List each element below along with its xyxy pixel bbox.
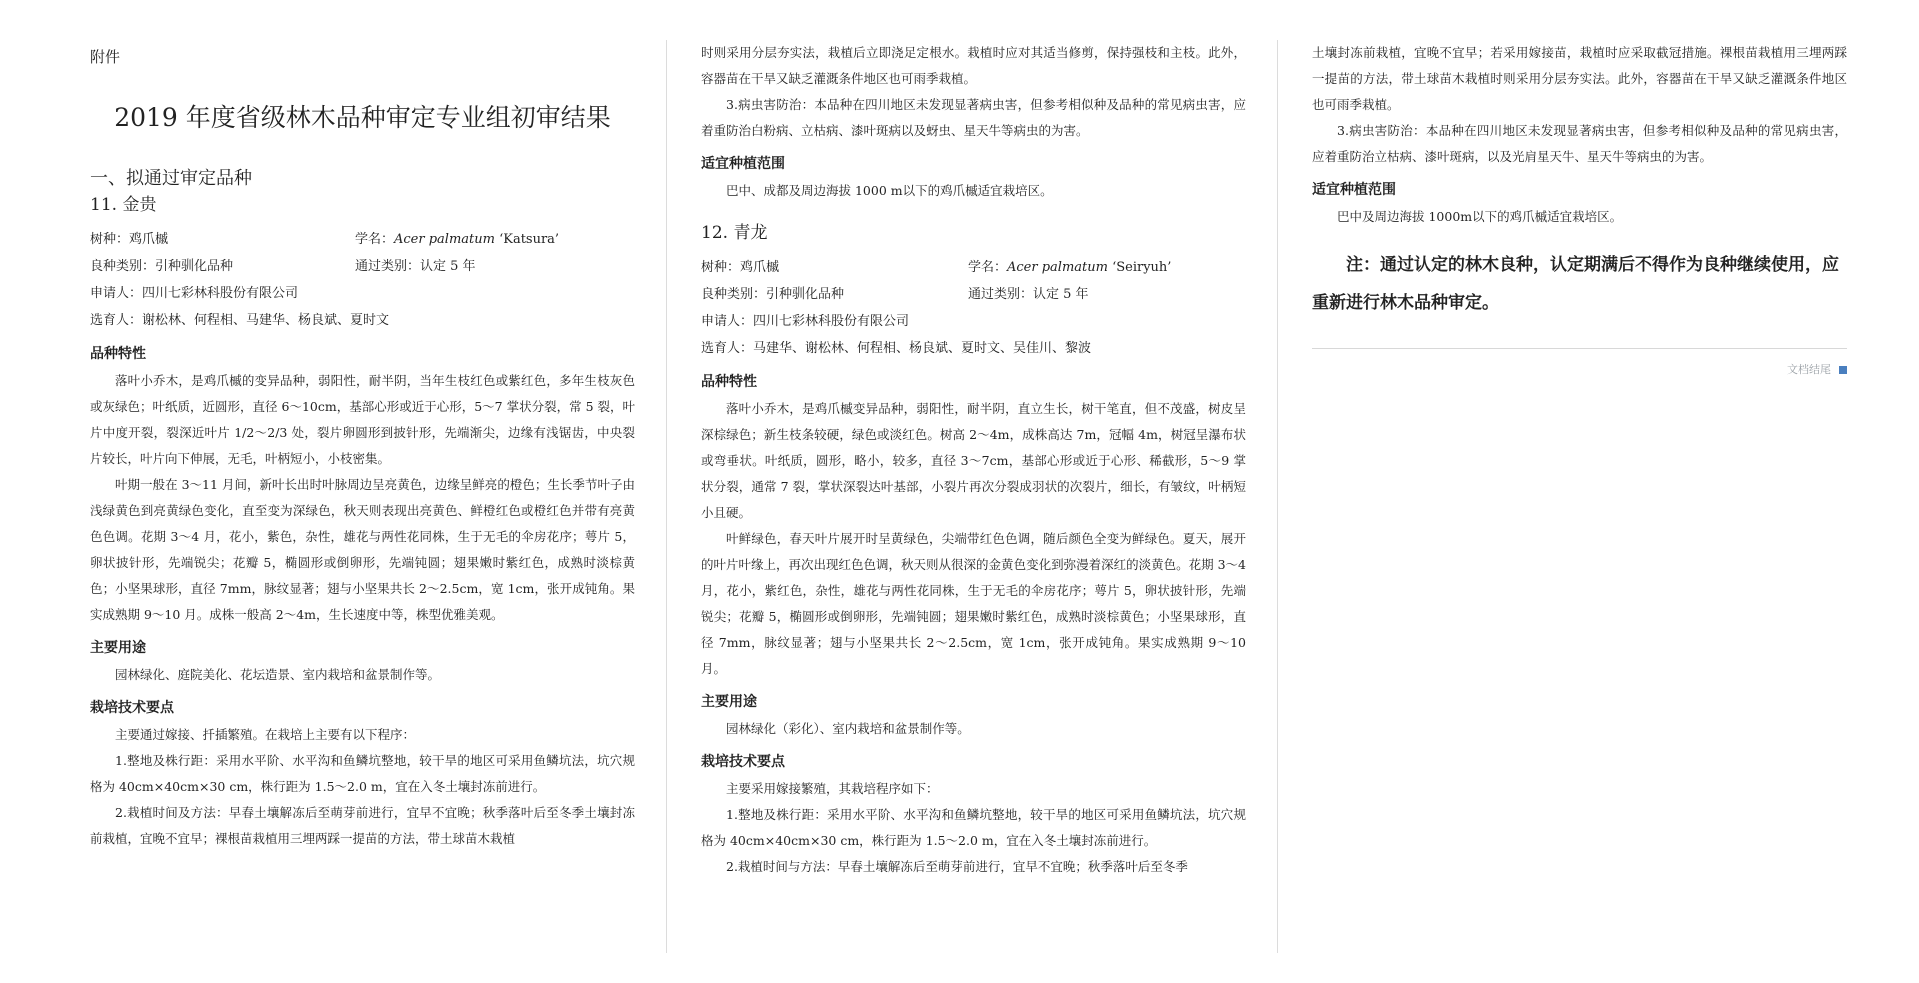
range-heading: 适宜种植范围 — [701, 156, 785, 172]
traits-heading: 品种特性 — [90, 346, 146, 362]
scientific-name-field — [968, 254, 1171, 281]
meta-row-species — [90, 226, 635, 253]
cultivation-paragraph-continued: 土壤封冻前栽植，宜晚不宜早；若采用嫁接苗，栽植时应采取截冠措施。裸根苗栽植用三埋两踩一提苗的方法，带土球苗木栽植时则采用分层夯实法。此外，容器苗在干旱又缺乏灌溉条件地区也可雨季栽植。 — [1312, 45, 1847, 112]
use-heading: 主要用途 — [701, 694, 757, 710]
category-field: 良种类别：引种驯化品种 — [701, 287, 845, 302]
column-2 — [666, 40, 1276, 953]
pass-type-field: 通过类别：认定 5 年 — [968, 287, 1089, 302]
breeders-field: 选育人：马建华、谢松林、何程相、杨良斌、夏时文、吴佳川、黎波 — [701, 341, 1092, 356]
applicant-field: 申请人：四川七彩林科股份有限公司 — [90, 286, 299, 301]
variety-title-12: 12. 青龙 — [701, 223, 768, 243]
use-paragraph: 园林绿化、庭院美化、花坛造景、室内栽培和盆景制作等。 — [115, 667, 441, 682]
sci-label: 学名： — [355, 232, 395, 247]
cultivation-paragraph: 3.病虫害防治：本品种在四川地区未发现显著病虫害，但参考相似种及品种的常见病虫害，应着重防治立枯病、漆叶斑病，以及光肩星天牛、星天牛等病虫的为害。 — [1312, 123, 1847, 164]
cultivation-heading: 栽培技术要点 — [90, 700, 174, 716]
range-paragraph: 巴中、成都及周边海拔 1000 m以下的鸡爪槭适宜栽培区。 — [726, 183, 1053, 198]
cultivation-paragraph-continued: 时则采用分层夯实法，栽植后立即浇足定根水。栽植时应对其适当修剪，保持强枝和主枝。此外，容器苗在干旱又缺乏灌溉条件地区也可雨季栽植。 — [701, 45, 1246, 86]
sci-genus: Acer palmatum — [394, 232, 495, 247]
cultivation-paragraph: 主要通过嫁接、扦插繁殖。在栽培上主要有以下程序： — [115, 727, 416, 742]
meta-row-species — [701, 254, 1246, 281]
traits-heading: 品种特性 — [701, 374, 757, 390]
traits-paragraph: 落叶小乔木，是鸡爪槭的变异品种，弱阳性，耐半阴，当年生枝红色或紫红色，多年生枝灰色或灰绿色；叶纸质，近圆形，直径 6～10cm，基部心形或近于心形，5～7 掌状分裂，常 5 裂，叶片中度开裂，裂深近叶片 1/2～2/3 处，裂片卵圆形到披针形，先端渐尖，边缘有浅锯齿，中央裂片较长，叶片向下伸展，无毛，叶柄短小，小枝密集。 — [90, 373, 635, 466]
species-field: 树种：鸡爪槭 — [701, 260, 780, 275]
variety-title-11: 11. 金贵 — [90, 195, 157, 215]
breeders-field: 选育人：谢松林、何程相、马建华、杨良斌、夏时文 — [90, 313, 390, 328]
traits-paragraph: 落叶小乔木，是鸡爪槭变异品种，弱阳性，耐半阴，直立生长，树干笔直，但不茂盛，树皮呈深棕绿色；新生枝条较硬，绿色或淡红色。树高 2～4m，成株高达 7m，冠幅 4m，树冠呈瀑布状或弯垂状。叶纸质，圆形，略小，较多，直径 3～7cm，基部心形或近于心形、稀截形，5～9 掌状分裂，通常 7 裂，掌状深裂达叶基部，小裂片再次分裂成羽状的次裂片，细长，有皱纹，叶柄短小且硬。 — [701, 401, 1246, 520]
cultivation-heading: 栽培技术要点 — [701, 754, 785, 770]
species-field: 树种：鸡爪槭 — [90, 232, 169, 247]
use-paragraph: 园林绿化（彩化）、室内栽培和盆景制作等。 — [726, 721, 970, 736]
square-icon — [1839, 366, 1847, 374]
sci-genus: Acer palmatum — [1007, 260, 1108, 275]
certification-note: 注：通过认定的林木良种，认定期满后不得作为良种继续使用，应重新进行林木品种审定。 — [1312, 255, 1839, 313]
applicant-field: 申请人：四川七彩林科股份有限公司 — [701, 314, 910, 329]
sci-label: 学名： — [968, 260, 1008, 275]
meta-row-category — [90, 253, 635, 280]
section-heading: 一、拟通过审定品种 — [90, 168, 252, 189]
category-field: 良种类别：引种驯化品种 — [90, 259, 234, 274]
document-end-label: 文档结尾 — [1787, 363, 1831, 376]
cultivation-paragraph: 3.病虫害防治：本品种在四川地区未发现显著病虫害，但参考相似种及品种的常见病虫害，应着重防治白粉病、立枯病、漆叶斑病以及蚜虫、星天牛等病虫的为害。 — [701, 97, 1246, 138]
cultivation-paragraph: 2.栽植时间与方法：早春土壤解冻后至萌芽前进行，宜早不宜晚；秋季落叶后至冬季 — [726, 859, 1188, 874]
cultivation-paragraph: 主要采用嫁接繁殖，其栽培程序如下： — [726, 781, 939, 796]
cultivation-paragraph: 2.栽植时间及方法：早春土壤解冻后至萌芽前进行，宜早不宜晚；秋季落叶后至冬季土壤封冻前栽植，宜晚不宜早；裸根苗栽植用三埋两踩一提苗的方法，带土球苗木栽植 — [90, 805, 635, 846]
end-divider — [1312, 348, 1847, 349]
sci-cultivar: ‘Katsura’ — [494, 232, 560, 247]
scientific-name-field — [355, 226, 559, 253]
range-paragraph: 巴中及周边海拔 1000m以下的鸡爪槭适宜栽培区。 — [1337, 209, 1623, 224]
column-1 — [60, 40, 665, 953]
pass-type-field: 通过类别：认定 5 年 — [355, 259, 476, 274]
meta-row-category — [701, 281, 1246, 308]
document-title: 2019 年度省级林木品种审定专业组初审结果 — [114, 103, 611, 132]
traits-paragraph: 叶鲜绿色，春天叶片展开时呈黄绿色，尖端带红色色调，随后颜色全变为鲜绿色。夏天，展开的叶片叶缘上，再次出现红色色调，秋天则从很深的金黄色变化到弥漫着深红的淡黄色。花期 3～4 月，花小，紫红色，杂性，雄花与两性花同株，生于无毛的伞房花序；萼片 5，卵状披针形，先端锐尖；花瓣 5，椭圆形或倒卵形，先端钝圆；翅果嫩时紫红色，成熟时淡棕黄色；小坚果球形，直径 7mm，脉纹显著；翅与小坚果共长 2～2.5cm，宽 1cm，张开成钝角。果实成熟期 9～10 月。 — [701, 531, 1246, 676]
cultivation-paragraph: 1.整地及株行距：采用水平阶、水平沟和鱼鳞坑整地，较干旱的地区可采用鱼鳞坑法，坑穴规格为 40cm×40cm×30 cm，株行距为 1.5～2.0 m，宜在入冬土壤封冻前进行。 — [701, 807, 1246, 848]
annex-label: 附件 — [90, 48, 121, 66]
column-3 — [1277, 40, 1877, 953]
cultivation-paragraph: 1.整地及株行距：采用水平阶、水平沟和鱼鳞坑整地，较干旱的地区可采用鱼鳞坑法，坑穴规格为 40cm×40cm×30 cm，株行距为 1.5～2.0 m，宜在入冬土壤封冻前进行。 — [90, 753, 635, 794]
document-end-mark — [1312, 357, 1847, 383]
traits-paragraph: 叶期一般在 3～11 月间，新叶长出时叶脉周边呈亮黄色，边缘呈鲜亮的橙色；生长季节叶子由浅绿黄色到亮黄绿色变化，直至变为深绿色，秋天则表现出亮黄色、鲜橙红色或橙红色并带有亮黄色色调。花期 3～4 月，花小，紫色，杂性，雄花与两性花同株，生于无毛的伞房花序；萼片 5，卵状披针形，先端锐尖；花瓣 5，椭圆形或倒卵形，先端钝圆；翅果嫩时紫红色，成熟时淡棕黄色；小坚果球形，直径 7mm，脉纹显著；翅与小坚果共长 2～2.5cm，宽 1cm，张开成钝角。果实成熟期 9～10 月。成株一般高 2～4m，生长速度中等，株型优雅美观。 — [90, 477, 635, 622]
sci-cultivar: ‘Seiryuh’ — [1107, 260, 1172, 275]
range-heading: 适宜种植范围 — [1312, 182, 1396, 198]
use-heading: 主要用途 — [90, 640, 146, 656]
